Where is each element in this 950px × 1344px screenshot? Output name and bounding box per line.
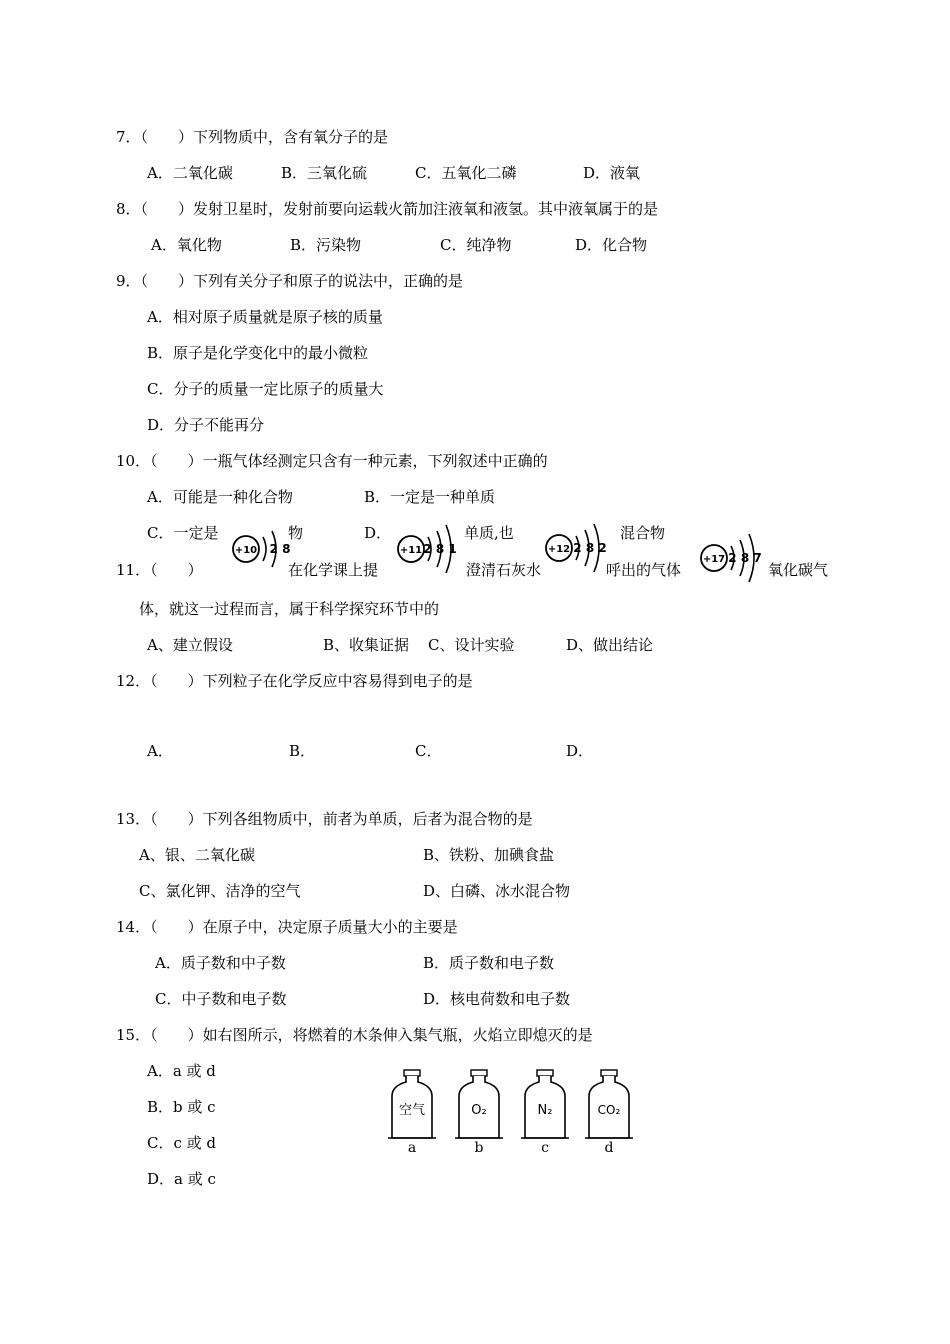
q7-option-a[interactable]: A．二氧化碳	[147, 164, 233, 182]
atom-diagram-2	[395, 518, 487, 580]
q11-option-a[interactable]: A、建立假设	[147, 636, 233, 654]
q12-option-b[interactable]: B．	[289, 742, 316, 760]
q9-option-d[interactable]: D．分子不能再分	[147, 416, 265, 434]
q11-stem-part4: 呼出的气体	[606, 561, 682, 579]
bottle-b	[455, 1070, 503, 1156]
q15-option-c[interactable]: C．c 或 d	[147, 1134, 217, 1152]
bottle-b-content: O₂	[471, 1103, 487, 1118]
q11-stem-continued: 体，就这一过程而言，属于科学探究环节中的	[139, 600, 440, 618]
atom-1-shells: 2 8	[269, 542, 291, 556]
bottle-a	[388, 1070, 436, 1156]
q12-option-d[interactable]: D．	[566, 742, 594, 760]
q12-stem: 12．（ ）下列粒子在化学反应中容易得到电子的是	[116, 672, 473, 690]
q14-option-a[interactable]: A．质子数和中子数	[155, 954, 286, 972]
q8-option-c[interactable]: C．纯净物	[440, 236, 512, 254]
q15-stem: 15．（ ）如右图所示，将燃着的木条伸入集气瓶，火焰立即熄灭的是	[116, 1026, 593, 1044]
q7-stem: 7．（ ）下列物质中，含有氧分子的是	[116, 128, 389, 146]
q14-option-d[interactable]: D．核电荷数和电子数	[423, 990, 571, 1008]
q9-option-b[interactable]: B．原子是化学变化中的最小微粒	[147, 344, 369, 362]
q14-option-b[interactable]: B．质子数和电子数	[423, 954, 555, 972]
q13-stem: 13．（ ）下列各组物质中，前者为单质，后者为混合物的是	[116, 810, 533, 828]
atom-diagram-3	[543, 516, 635, 580]
q10-stem: 10．（ ）一瓶气体经测定只含有一种元素，下列叙述中正确的	[116, 452, 548, 470]
bottle-c	[521, 1070, 569, 1156]
q10-option-d-part1[interactable]: D．	[364, 524, 392, 542]
bottle-b-label: b	[474, 1140, 484, 1156]
q7-option-c[interactable]: C．五氧化二磷	[415, 164, 517, 182]
q14-option-c[interactable]: C．中子数和电子数	[155, 990, 287, 1008]
q8-option-b[interactable]: B．污染物	[290, 236, 362, 254]
bottle-c-content: N₂	[537, 1103, 553, 1118]
q7-option-d[interactable]: D．液氧	[583, 164, 641, 182]
atom-4-nucleus: +17	[702, 554, 726, 565]
atom-3-nucleus: +12	[547, 544, 571, 555]
q8-option-d[interactable]: D．化合物	[575, 236, 648, 254]
q9-option-c[interactable]: C．分子的质量一定比原子的质量大	[147, 380, 384, 398]
atom-2-shells: 2 8 1	[423, 542, 457, 556]
q8-option-a[interactable]: A．氧化物	[151, 236, 222, 254]
q13-option-a[interactable]: A、银、二氧化碳	[139, 846, 255, 864]
gas-bottles-figure	[385, 1068, 645, 1158]
q11-option-c[interactable]: C、设计实验	[428, 636, 515, 654]
q12-option-a[interactable]: A．	[147, 742, 173, 760]
q13-option-d[interactable]: D、白磷、冰水混合物	[423, 882, 571, 900]
q15-option-d[interactable]: D．a 或 c	[147, 1170, 216, 1188]
q11-stem-part5: 氧化碳气	[768, 561, 829, 579]
bottle-c-label: c	[541, 1140, 549, 1156]
q11-option-b[interactable]: B、收集证据	[323, 636, 410, 654]
bottle-d-content: CO₂	[597, 1103, 621, 1117]
q7-option-b[interactable]: B．三氧化硫	[281, 164, 368, 182]
q11-stem-part1: 11．（ ）	[116, 561, 203, 579]
q8-stem: 8．（ ）发射卫星时，发射前要向运载火箭加注液氧和液氢。其中液氧属于的是	[116, 200, 659, 218]
q13-option-b[interactable]: B、铁粉、加碘食盐	[423, 846, 555, 864]
q11-stem-part3: 澄清石灰水	[466, 561, 542, 579]
q12-option-c[interactable]: C．	[415, 742, 442, 760]
q15-option-a[interactable]: A．a 或 d	[147, 1062, 216, 1080]
q11-option-d[interactable]: D、做出结论	[566, 636, 654, 654]
q10-option-c-part1[interactable]: C．一定是	[147, 524, 219, 542]
atom-diagram-4	[698, 528, 778, 588]
atom-4-shells: 2 8 7	[728, 551, 762, 565]
bottle-a-content: 空气	[398, 1103, 426, 1118]
atom-1-nucleus: +10	[234, 545, 258, 556]
q9-stem: 9．（ ）下列有关分子和原子的说法中，正确的是	[116, 272, 464, 290]
bottle-d-label: d	[604, 1140, 614, 1156]
q10-option-a[interactable]: A．可能是一种化合物	[147, 488, 293, 506]
atom-diagram-1	[230, 518, 312, 580]
q15-option-b[interactable]: B．b 或 c	[147, 1098, 216, 1116]
bottle-d	[585, 1070, 633, 1156]
atom-3-shells: 2 8 2	[573, 541, 607, 555]
q10-option-b[interactable]: B．一定是一种单质	[364, 488, 496, 506]
q10-option-c-part2: 物	[288, 524, 304, 542]
q10-option-d-part3: 混合物	[620, 524, 666, 542]
q10-option-d-part2: 单质,也	[464, 524, 514, 542]
q13-option-c[interactable]: C、氯化钾、洁净的空气	[139, 882, 301, 900]
q14-stem: 14．（ ）在原子中，决定原子质量大小的主要是	[116, 918, 458, 936]
atom-2-nucleus: +11	[399, 545, 423, 556]
q11-stem-part2: 在化学课上提	[288, 561, 379, 579]
q9-option-a[interactable]: A．相对原子质量就是原子核的质量	[147, 308, 383, 326]
bottle-a-label: a	[407, 1140, 417, 1156]
